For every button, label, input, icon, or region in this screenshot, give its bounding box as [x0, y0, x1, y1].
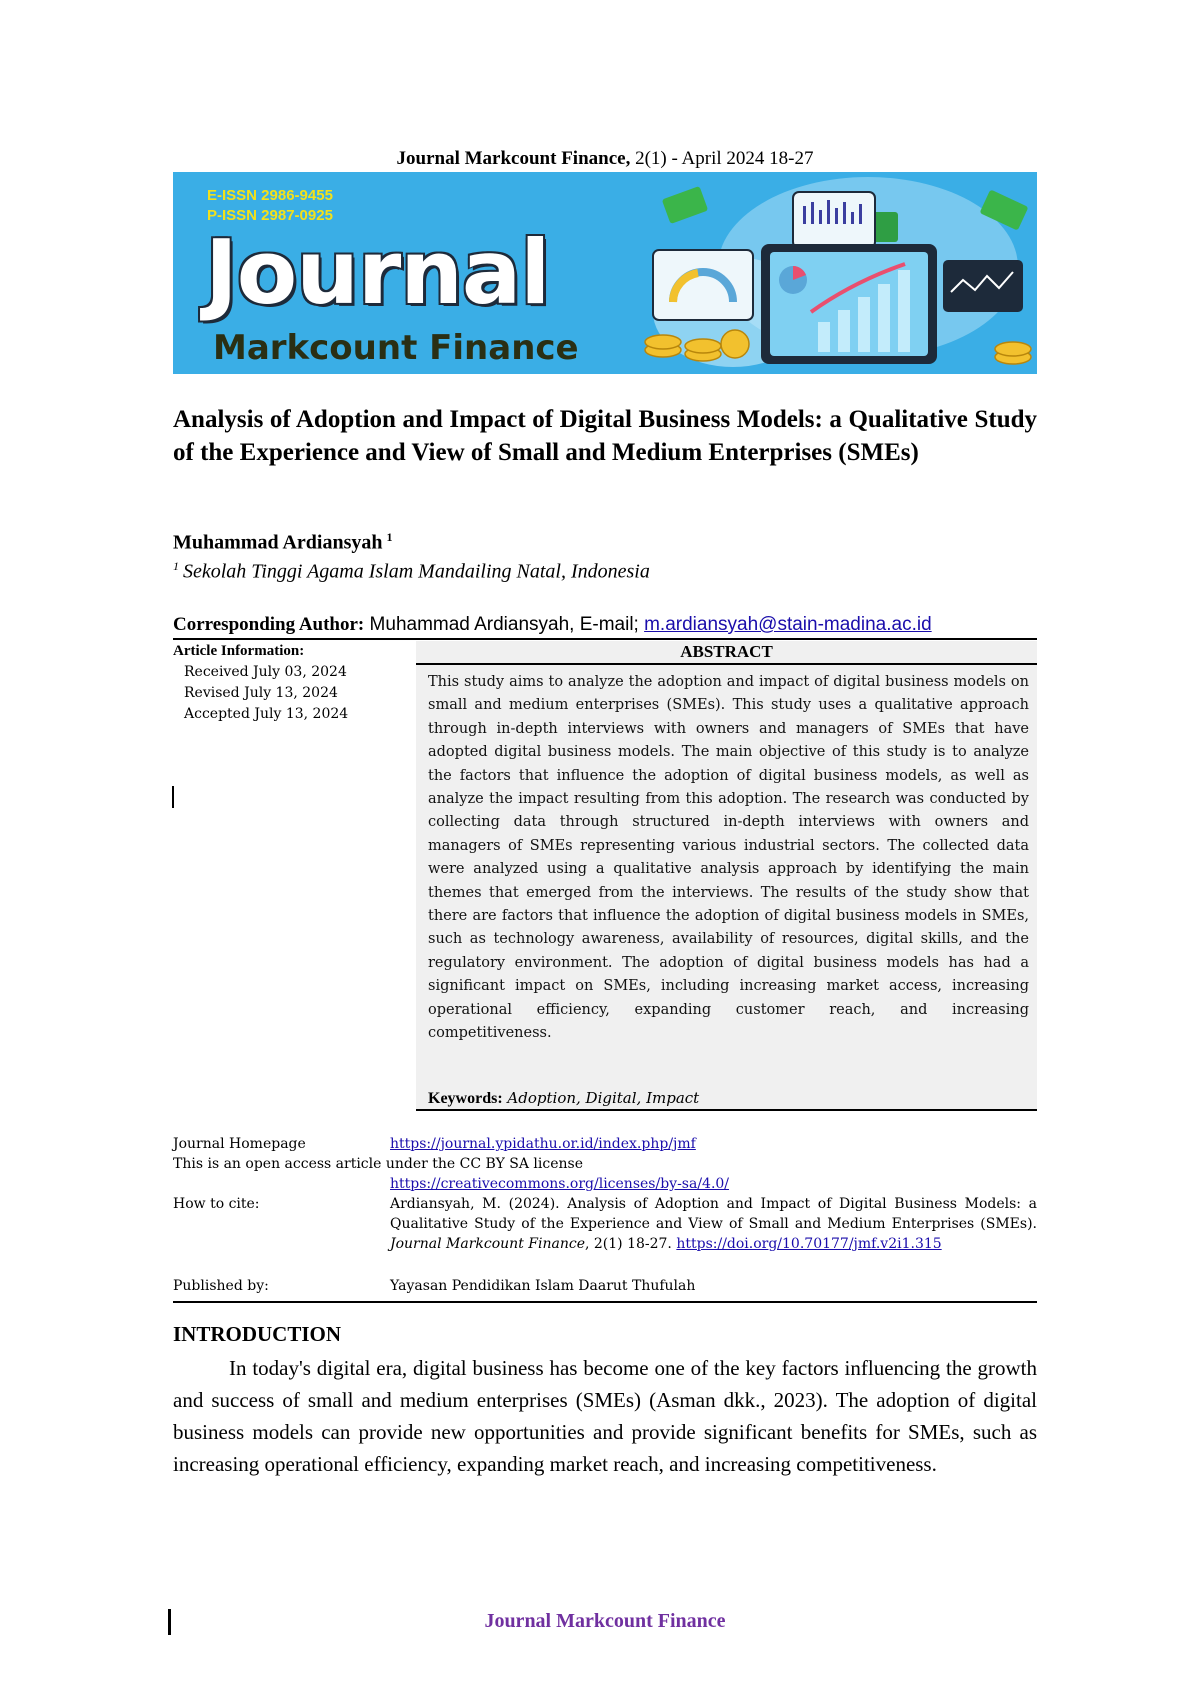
corresponding-email-link[interactable]: m.ardiansyah@stain-madina.ac.id	[644, 614, 932, 635]
article-metadata	[173, 1134, 1037, 1296]
issn-block	[207, 186, 333, 226]
affiliation-superscript: 1	[173, 559, 179, 573]
running-header-issue: 2(1) - April 2024 18-27	[630, 148, 814, 169]
divider	[173, 638, 1037, 640]
license-row	[173, 1154, 1037, 1174]
eissn-label: E-ISSN 2986-9455	[207, 187, 333, 204]
divider	[173, 1301, 1037, 1303]
license-text: This is an open access article under the CC BY SA license	[173, 1156, 583, 1172]
keywords	[428, 1089, 699, 1108]
cite-text	[390, 1194, 1037, 1254]
affiliation-text: Sekolah Tinggi Agama Islam Mandailing Natal, Indonesia	[183, 560, 650, 583]
corresponding-label: Corresponding Author:	[173, 614, 365, 635]
accepted-date: Accepted July 13, 2024	[184, 706, 349, 722]
footer-marker	[168, 1609, 171, 1635]
published-label: Published by:	[173, 1278, 269, 1294]
article-information	[173, 641, 413, 725]
cite-doi-link[interactable]: https://doi.org/10.70177/jmf.v2i1.315	[676, 1236, 942, 1252]
cite-row	[173, 1194, 1037, 1276]
article-title: Analysis of Adoption and Impact of Digital Business Models: a Qualitative Study of the Experience and View of Small and Medium Enterprises (SMEs)	[173, 406, 1037, 466]
running-header-journal: Journal Markcount Finance,	[396, 148, 631, 169]
abstract-heading: ABSTRACT	[416, 641, 1037, 665]
keywords-values: Adoption, Digital, Impact	[502, 1089, 700, 1107]
received-date: Received July 03, 2024	[184, 664, 347, 680]
abstract-text: This study aims to analyze the adoption and impact of digital business models on small and medium enterprises (SMEs). This study uses a qualitative approach through in-depth interviews with owners and managers of SMEs that have adopted digital business models. The main objective of this study is to analyze the factors that influence the adoption of digital business models, as well as analyze the impact resulting from this adoption. The research was conducted by collecting data through structured in-depth interviews with owners and managers of SMEs representing various industrial sectors. The collected data were analyzed using a qualitative analysis approach by identifying the main themes that emerged from the interviews. The results of the study show that there are factors that influence the adoption of digital business models in SMEs, such as technology awareness, availability of resources, digital skills, and the regulatory environment. The adoption of digital business models has had a significant impact on SMEs, including increasing market access, increasing operational efficiency, expanding customer reach, and increasing competitiveness.	[428, 674, 1029, 1042]
journal-banner	[173, 172, 1037, 374]
license-link-row	[173, 1174, 1037, 1194]
footer-journal-name: Journal Markcount Finance	[484, 1610, 726, 1632]
homepage-link[interactable]: https://journal.ypidathu.or.id/index.php/jmf	[390, 1136, 696, 1152]
pissn-label: P-ISSN 2987-0925	[207, 207, 333, 224]
cite-label: How to cite:	[173, 1196, 260, 1212]
author-name-text: Muhammad Ardiansyah	[173, 531, 383, 554]
keywords-label: Keywords:	[428, 1090, 503, 1107]
article-info-heading: Article Information:	[173, 643, 305, 659]
license-link[interactable]: https://creativecommons.org/licenses/by-sa/4.0/	[390, 1176, 730, 1192]
author-affiliation	[173, 559, 650, 584]
corresponding-text: Muhammad Ardiansyah, E-mail;	[364, 614, 645, 635]
publisher-name: Yayasan Pendidikan Islam Daarut Thufulah	[390, 1278, 696, 1294]
cite-tail: , 2(1) 18-27.	[584, 1236, 672, 1252]
introduction-heading: INTRODUCTION	[173, 1322, 342, 1346]
running-header	[173, 147, 1037, 171]
publisher-row	[173, 1276, 1037, 1296]
corresponding-author	[173, 613, 1037, 637]
cite-journal: Journal Markcount Finance	[390, 1236, 585, 1252]
author-name	[173, 530, 393, 555]
cite-body: Ardiansyah, M. (2024). Analysis of Adoption and Impact of Digital Business Models: a Qualitative Study of the Experience and View of Small and Medium Enterprises (SMEs).	[390, 1196, 1037, 1232]
homepage-label: Journal Homepage	[173, 1136, 306, 1152]
author-superscript: 1	[386, 530, 393, 544]
abstract-box	[416, 641, 1037, 1111]
banner-journal-word: Journal	[205, 221, 550, 324]
finance-illustration-icon	[643, 172, 1037, 374]
homepage-row	[173, 1134, 1037, 1154]
introduction-paragraph: In today's digital era, digital business has become one of the key factors influencing the growth and success of small and medium enterprises (SMEs) (Asman dkk., 2023). The adoption of digital business models can provide new opportunities and provide significant benefits for SMEs, such as increasing operational efficiency, expanding market reach, and increasing competitiveness.	[173, 1356, 1037, 1476]
revised-date: Revised July 13, 2024	[184, 685, 338, 701]
banner-journal-subtitle: Markcount Finance	[213, 328, 579, 368]
text-cursor	[172, 786, 174, 808]
